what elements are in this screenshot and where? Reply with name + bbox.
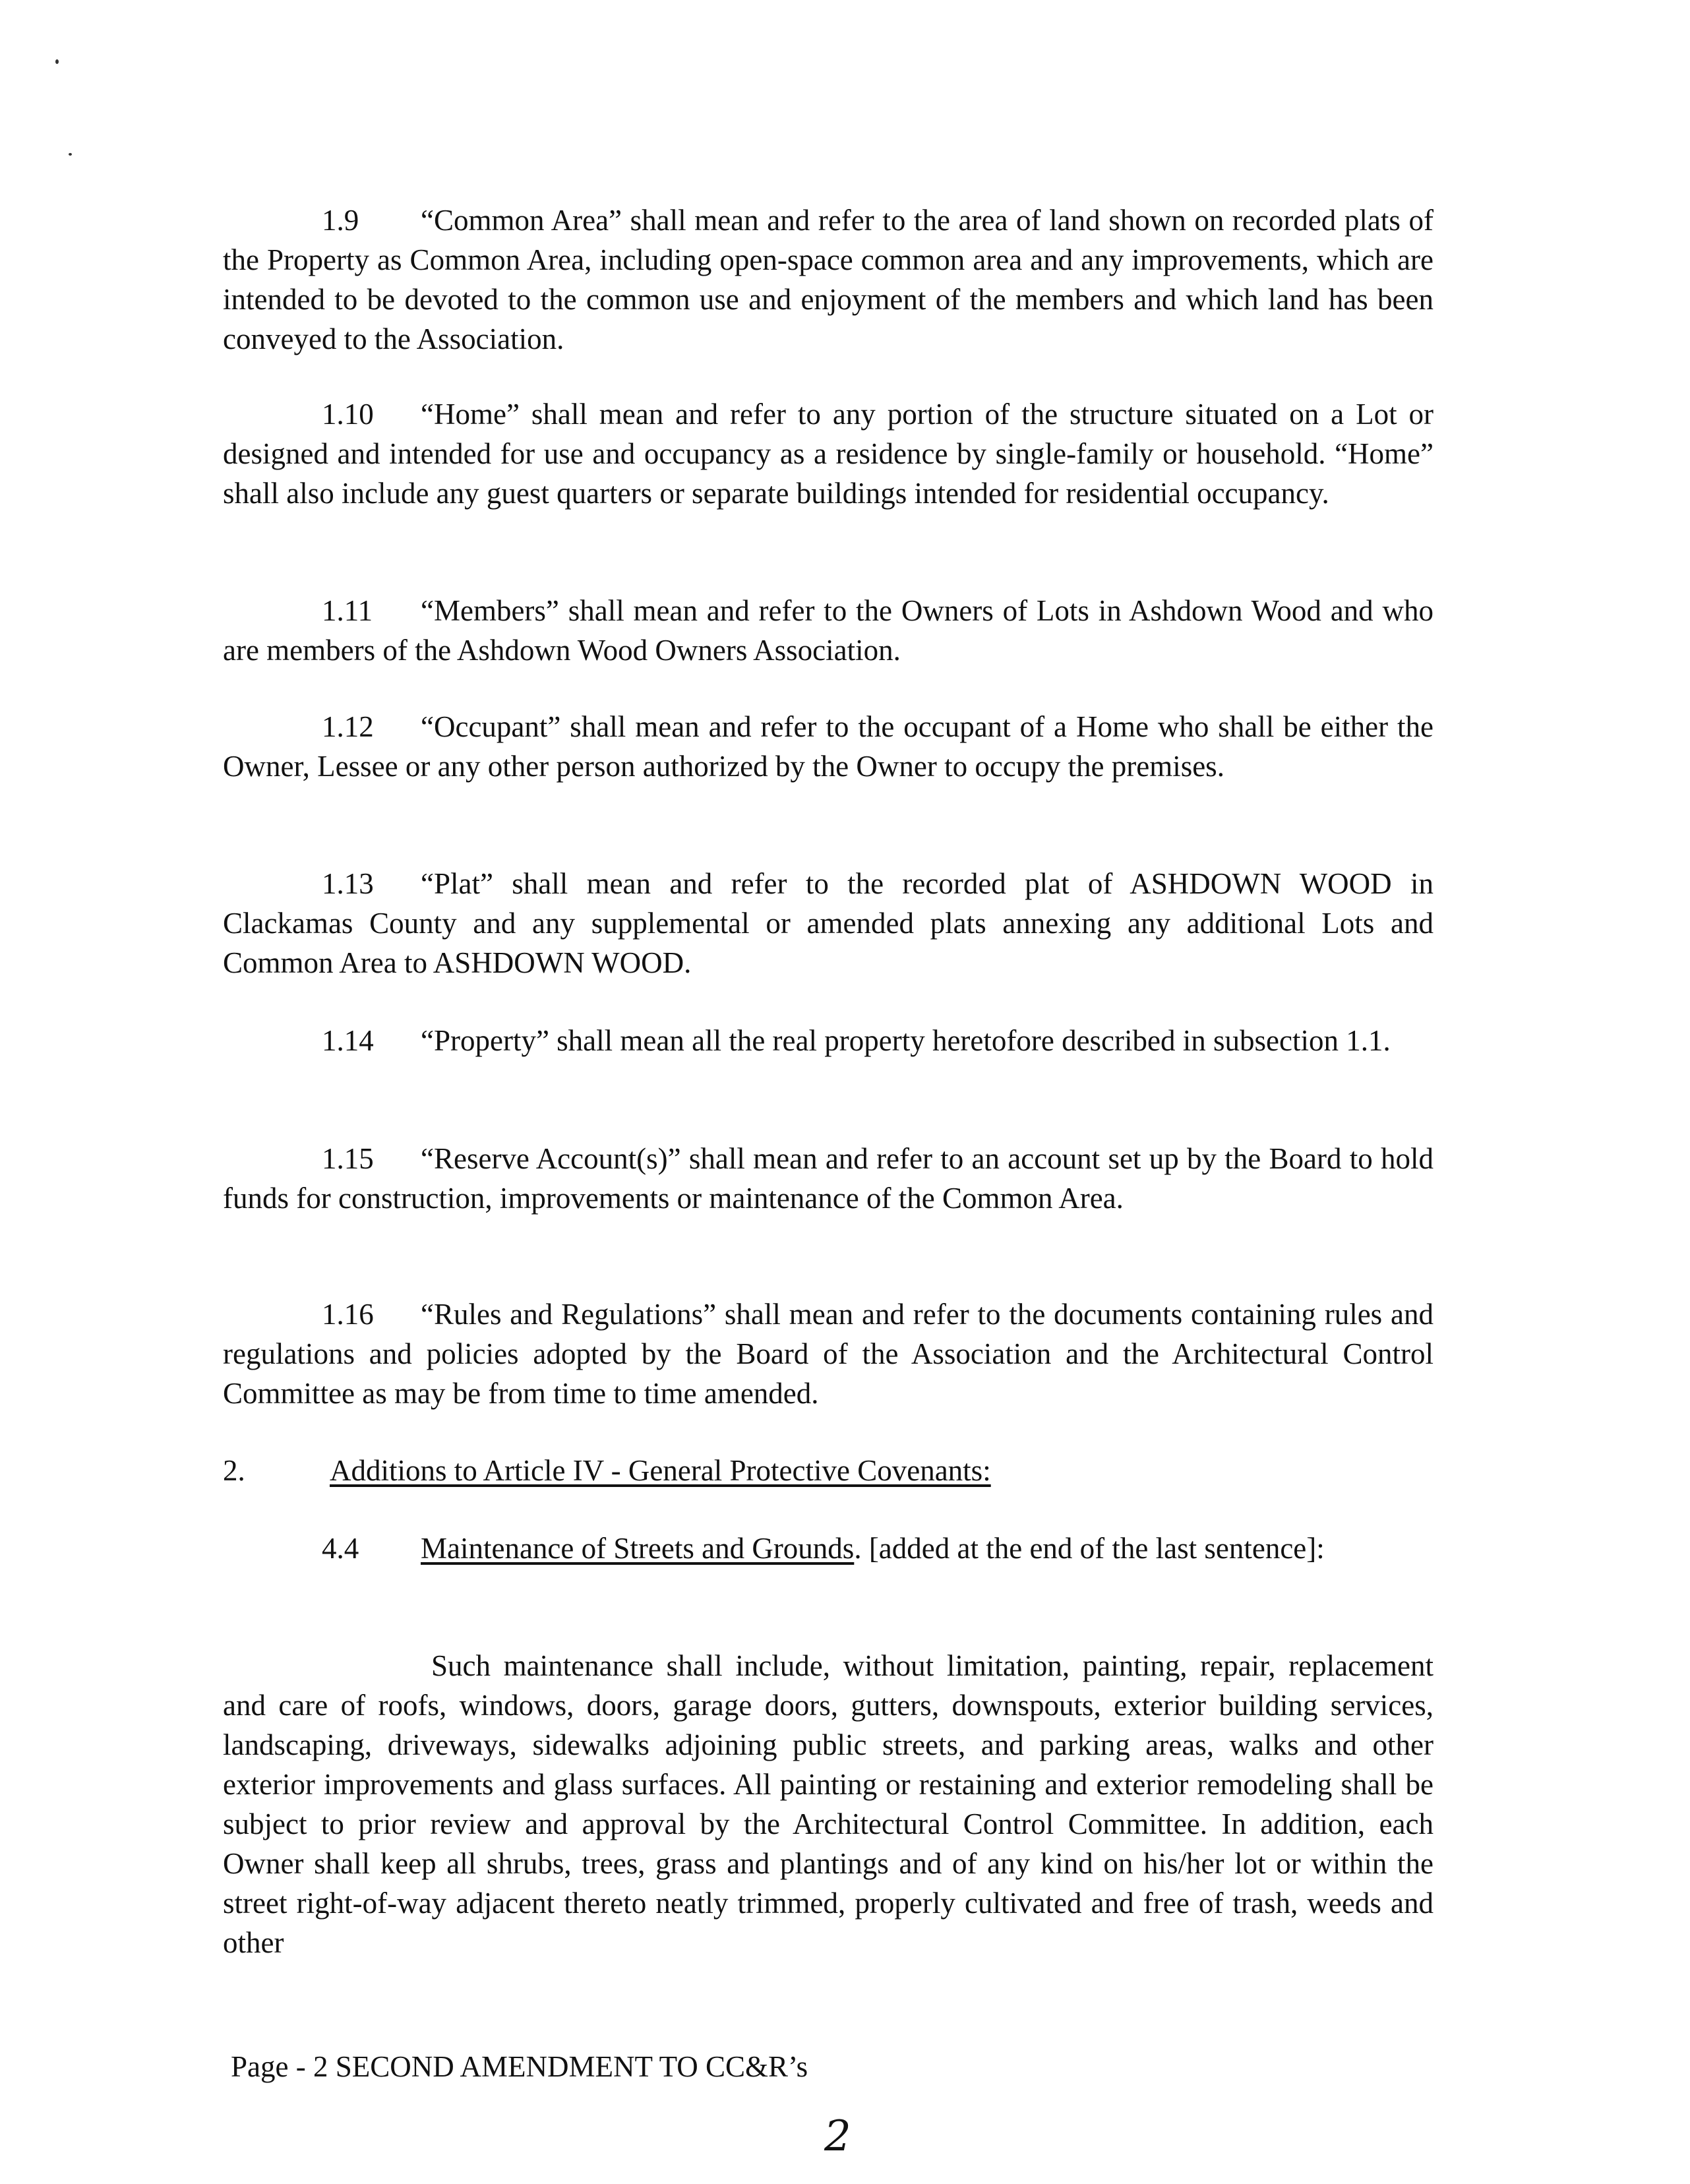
- section-number: 1.12: [322, 710, 374, 743]
- section-text: “Occupant” shall mean and refer to the occupant of a Home who shall be either the Owner, Lessee or any other person authorized by the Owner to occupy the premises.: [223, 710, 1433, 783]
- section-number: 1.11: [322, 594, 373, 627]
- section-text: “Property” shall mean all the real property heretofore described in subsection 1.1.: [421, 1024, 1391, 1057]
- section-1-11: [223, 591, 1433, 670]
- page-footer: Page - 2 SECOND AMENDMENT TO CC&R’s: [231, 2050, 808, 2083]
- subsection-title: Maintenance of Streets and Grounds: [421, 1532, 855, 1565]
- section-text: “Plat” shall mean and refer to the recorded plat of ASHDOWN WOOD in Clackamas County and any supplemental or amended plats annexing any additional Lots and Common Area to ASHDOWN WOOD.: [223, 867, 1433, 979]
- section-number: 1.15: [322, 1142, 374, 1175]
- section-number: 1.16: [322, 1298, 374, 1331]
- section-text: “Rules and Regulations” shall mean and refer to the documents containing rules and regulations and policies adopted by the Board of the Association and the Architectural Control Committee as may be from time to time amended.: [223, 1298, 1433, 1410]
- section-1-12: [223, 707, 1433, 786]
- article-heading: [223, 1451, 991, 1490]
- section-1-15: [223, 1139, 1433, 1218]
- section-1-13: [223, 864, 1433, 983]
- scan-speck: [55, 59, 59, 64]
- scan-speck: [69, 153, 72, 156]
- subsection-number: 4.4: [322, 1532, 359, 1565]
- section-1-9: [223, 200, 1433, 359]
- article-number: 2.: [223, 1454, 245, 1487]
- section-number: 1.9: [322, 204, 359, 237]
- handwritten-page-number: 2: [824, 2112, 851, 2161]
- section-number: 1.14: [322, 1024, 374, 1057]
- section-1-16: [223, 1294, 1433, 1413]
- section-1-14: [223, 1021, 1433, 1060]
- subsection-note: . [added at the end of the last sentence]:: [854, 1532, 1325, 1565]
- paragraph-text: Such maintenance shall include, without limitation, painting, repair, replacement and care of roofs, windows, doors, garage doors, gutters, downspouts, exterior building services, landscaping, driveways, sidewalks adjoining public streets, and parking areas, walks and other exterior improvements and glass surfaces. All painting or restaining and exterior remodeling shall be subject to prior review and approval by the Architectural Control Committee. In addition, each Owner shall keep all shrubs, trees, grass and plantings and of any kind on his/her lot or within the street right-of-way adjacent thereto neatly trimmed, properly cultivated and free of trash, weeds and other: [223, 1649, 1433, 1959]
- maintenance-paragraph: [223, 1646, 1433, 1962]
- section-number: 1.13: [322, 867, 374, 900]
- section-1-10: [223, 394, 1433, 513]
- section-text: “Common Area” shall mean and refer to the area of land shown on recorded plats of the Property as Common Area, including open-space common area and any improvements, which are intended to be devoted to the common use and enjoyment of the members and which land has been conveyed to the Association.: [223, 204, 1433, 355]
- section-text: “Members” shall mean and refer to the Owners of Lots in Ashdown Wood and who are members of the Ashdown Wood Owners Association.: [223, 594, 1433, 667]
- section-text: “Reserve Account(s)” shall mean and refer to an account set up by the Board to hold funds for construction, improvements or maintenance of the Common Area.: [223, 1142, 1433, 1215]
- subsection-4-4: [223, 1529, 1433, 1568]
- section-number: 1.10: [322, 398, 374, 431]
- article-title: Additions to Article IV - General Protective Covenants:: [330, 1454, 991, 1487]
- section-text: “Home” shall mean and refer to any portion of the structure situated on a Lot or designed and intended for use and occupancy as a residence by single-family or household. “Home” shall also include any guest quarters or separate buildings intended for residential occupancy.: [223, 398, 1433, 510]
